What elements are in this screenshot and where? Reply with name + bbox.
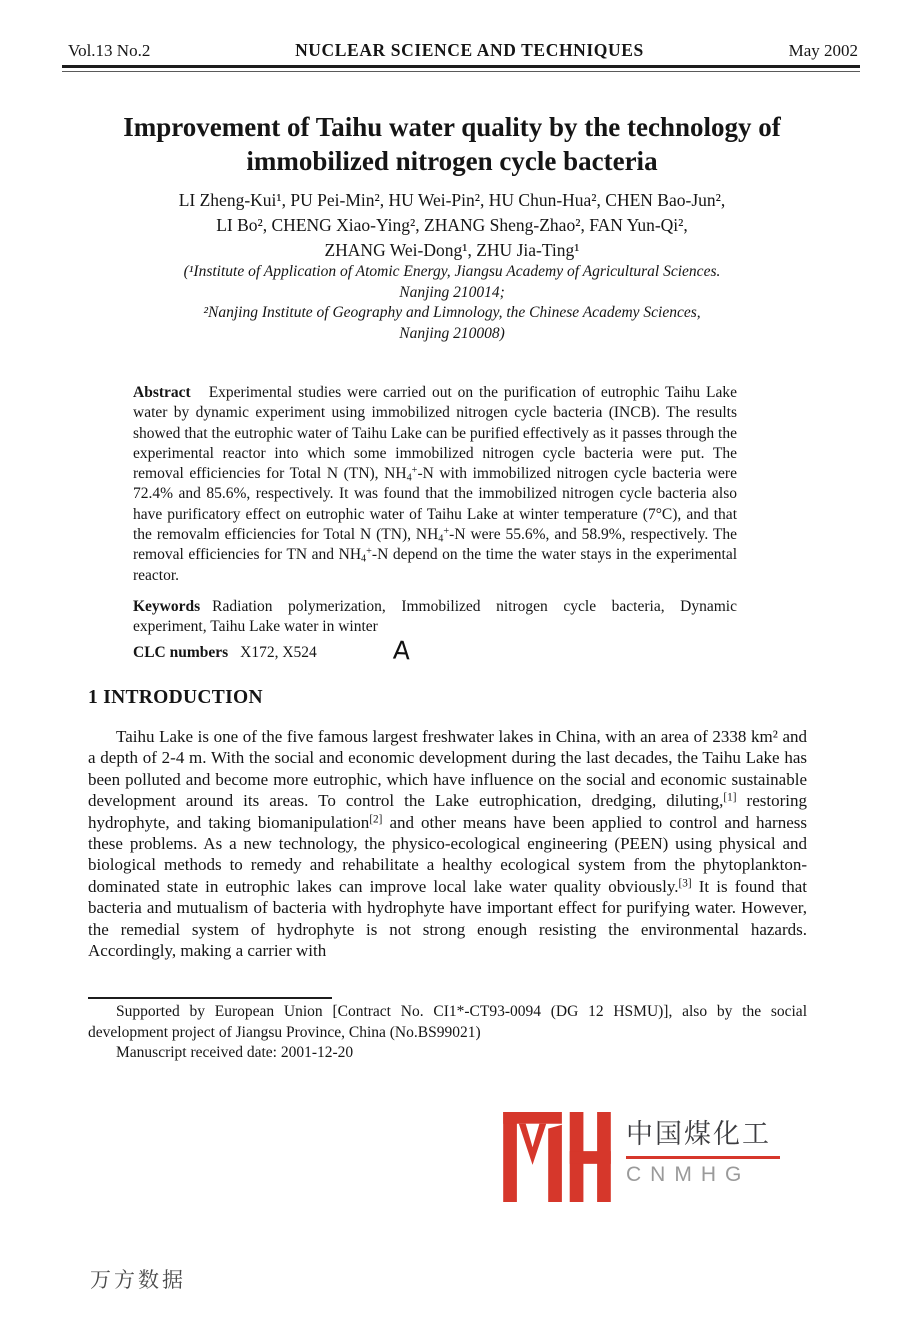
introduction-paragraph: Taihu Lake is one of the five famous largest freshwater lakes in China, with an area of 2338 km² and a depth of 2-4 m. With the social and economic development during the last decades, the Taihu Lake has been polluted and become more eutrophic, which have influence on the social and economic sustainable development around its areas. To control the Lake eutrophication, dredging, diluting,[1] restoring hydrophyte, and taking biomanipulation[2] and other means have been applied to control and harness these problems. As a new technology, the physico-ecological engineering (PEEN) using physical and biological methods to remedy and rehabilitate a healthy ecological system from the phytoplankton-dominated state in eutrophic lakes can improve local lake water quality obviously.[3] It is found that bacteria and mutualism of bacteria with hydrophyte have important effect for purifying water. However, the remedial system of hydrophyte is not strong enough resisting the environmental hazards. Accordingly, making a carrier with	[88, 727, 807, 961]
keywords-block	[133, 597, 737, 638]
header-rule-thick	[62, 65, 860, 68]
abstract-label: Abstract	[133, 384, 191, 401]
affiliation-line: (¹Institute of Application of Atomic Energy, Jiangsu Academy of Agricultural Sciences.	[183, 263, 721, 280]
cnmhg-logo-icon	[503, 1112, 611, 1202]
affiliation-list	[0, 262, 904, 344]
keywords-label: Keywords	[133, 598, 201, 615]
author-line: ZHANG Wei-Dong¹, ZHU Jia-Ting¹	[324, 240, 580, 260]
publisher-watermark	[503, 1112, 780, 1202]
abstract-block	[133, 383, 737, 586]
volume-issue: Vol.13 No.2	[68, 41, 151, 60]
logo-chinese-text: 中国煤化工	[626, 1119, 771, 1149]
title-line-2: immobilized nitrogen cycle bacteria	[246, 146, 658, 176]
author-line: LI Bo², CHENG Xiao-Ying², ZHANG Sheng-Zhao², FAN Yun-Qi²,	[216, 215, 688, 235]
author-line: LI Zheng-Kui¹, PU Pei-Min², HU Wei-Pin², HU Chun-Hua², CHEN Bao-Jun²,	[178, 190, 726, 210]
footnote-rule	[88, 997, 332, 999]
footnote-received: Manuscript received date: 2001-12-20	[116, 1044, 354, 1061]
affiliation-line: Nanjing 210014;	[399, 283, 505, 301]
header-rule-thin	[62, 71, 860, 72]
affiliation-line: ²Nanjing Institute of Geography and Limnology, the Chinese Academy Sciences,	[203, 304, 701, 321]
journal-name: NUCLEAR SCIENCE AND TECHNIQUES	[295, 40, 644, 60]
clc-value: X172, X524	[240, 644, 317, 661]
section-heading-introduction: 1 INTRODUCTION	[88, 687, 263, 708]
paper-title	[0, 110, 904, 178]
footnote-support: Supported by European Union [Contract No. CI1*-CT93-0094 (DG 12 HSMU)], also by the social development project of Jiangsu Province, China (No.BS99021)	[88, 1003, 807, 1041]
logo-latin-text: CNMHG	[626, 1162, 751, 1186]
handwritten-mark: A	[392, 635, 411, 666]
keywords-text: Radiation polymerization, Immobilized nitrogen cycle bacteria, Dynamic experiment, Taihu Lake water in winter	[133, 598, 737, 636]
abstract-text: Experimental studies were carried out on the purification of eutrophic Taihu Lake water by dynamic experiment using immobilized nitrogen cycle bacteria (INCB). The results showed that the eutrophic water of Taihu Lake can be purified effectively as it passes through the experimental reactor into which some immobilized nitrogen cycle bacteria were put. The removal efficiencies for Total N (TN), $NH_4^+-N$ with immobilized nitrogen cycle bacteria were 72.4% and 85.6%, respectively. It was found that the immobilized nitrogen cycle bacteria also have purificatory effect on eutrophic water of Taihu Lake at winter temperature (7°C), and that the removalm efficiencies for Total N (TN), $NH_4^+-N$ were 55.6%, and 58.9%, respectively. The removal efficiencies for TN and $NH_4^+-N$ depend on the time the water stays in the experimental reactor.	[133, 384, 738, 584]
journal-header	[68, 40, 858, 61]
clc-block	[133, 644, 737, 662]
wanfang-watermark: 万方数据	[90, 1269, 186, 1292]
clc-label: CLC numbers	[133, 644, 229, 661]
issue-date: May 2002	[788, 41, 858, 60]
affiliation-line: Nanjing 210008)	[399, 324, 505, 342]
logo-divider	[626, 1156, 780, 1159]
author-list	[0, 188, 904, 263]
title-line-1: Improvement of Taihu water quality by the technology of	[123, 112, 781, 142]
footnote-block	[88, 1002, 807, 1064]
logo-text-block	[626, 1112, 780, 1187]
